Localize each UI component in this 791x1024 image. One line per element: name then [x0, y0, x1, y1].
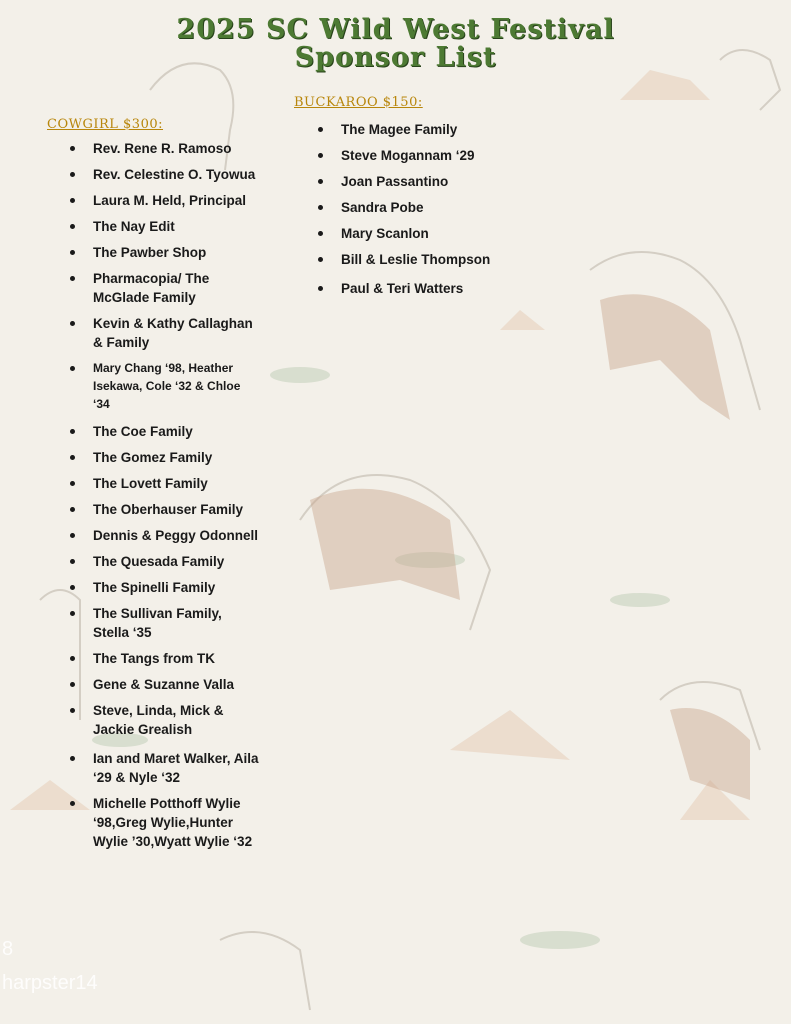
page-subtitle: Sponsor List	[294, 42, 497, 73]
list-item: Bill & Leslie Thompson	[318, 250, 558, 269]
list-item: Kevin & Kathy Callaghan & Family	[70, 314, 260, 352]
list-item: Ian and Maret Walker, Aila ‘29 & Nyle ‘32	[70, 749, 260, 787]
list-item: Rev. Rene R. Ramoso	[70, 139, 260, 158]
list-item: Rev. Celestine O. Tyowua	[70, 165, 260, 184]
list-item: The Lovett Family	[70, 474, 260, 493]
list-item: The Sullivan Family, Stella ‘35	[70, 604, 260, 642]
list-item: The Nay Edit	[70, 217, 260, 236]
list-item: Pharmacopia/ The McGlade Family	[70, 269, 260, 307]
buckaroo-sponsor-list	[318, 120, 558, 305]
list-item: The Tangs from TK	[70, 649, 260, 668]
list-item: Sandra Pobe	[318, 198, 558, 217]
list-item: Gene & Suzanne Valla	[70, 675, 260, 694]
list-item: Mary Chang ‘98, Heather Isekawa, Cole ‘32 & Chloe ‘34	[70, 359, 260, 413]
list-item: Mary Scanlon	[318, 224, 558, 243]
list-item: Joan Passantino	[318, 172, 558, 191]
watermark-number: 8	[2, 938, 14, 960]
list-item: Dennis & Peggy Odonnell	[70, 526, 260, 545]
list-item: The Gomez Family	[70, 448, 260, 467]
list-item: The Spinelli Family	[70, 578, 260, 597]
list-item: Steve, Linda, Mick & Jackie Grealish	[70, 701, 260, 739]
list-item: Michelle Potthoff Wylie ‘98,Greg Wylie,Hunter Wylie ’30,Wyatt Wylie ‘32	[70, 794, 260, 851]
list-item: Paul & Teri Watters	[318, 279, 558, 298]
list-item: The Pawber Shop	[70, 243, 260, 262]
buckaroo-tier-heading: BUCKAROO $150:	[294, 95, 423, 110]
cowgirl-tier-heading: COWGIRL $300:	[47, 117, 164, 132]
list-item: Steve Mogannam ‘29	[318, 146, 558, 165]
list-item: The Coe Family	[70, 422, 260, 441]
list-item: The Quesada Family	[70, 552, 260, 571]
list-item: The Magee Family	[318, 120, 558, 139]
list-item: The Oberhauser Family	[70, 500, 260, 519]
watermark-text: harpster14	[2, 972, 98, 994]
page-title: 2025 SC Wild West Festival	[176, 14, 615, 45]
cowgirl-sponsor-list	[70, 139, 260, 858]
list-item: Laura M. Held, Principal	[70, 191, 260, 210]
